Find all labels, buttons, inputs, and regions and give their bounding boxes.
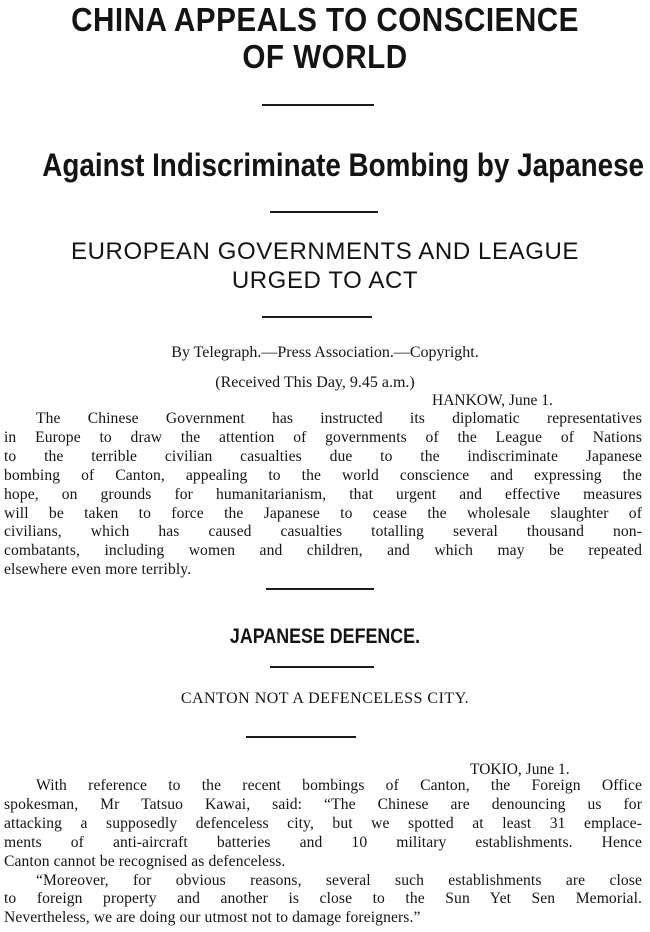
divider-rule [246,736,356,738]
body-line: Nevertheless, we are doing our utmost not to damage foreigners.” [4,909,421,927]
body-line: ments of anti-aircraft batteries and 10 military establishments. Hence [4,833,642,851]
deck-line-2: URGED TO ACT [231,267,419,294]
section-heading: JAPANESE DEFENCE. [229,625,421,648]
byline: By Telegraph.—Press Association.—Copyright. [171,344,479,361]
body-line: civilians, which has caused casualties totalling several thousand non- [4,523,642,541]
divider-rule [266,588,374,590]
body-line: to the terrible civilian casualties due to the indiscriminate Japanese [4,447,642,465]
divider-rule [262,104,374,106]
headline-line-1: CHINA APPEALS TO CONSCIENCE [71,1,579,38]
body-line: will be taken to force the Japanese to cease the wholesale slaughter of [4,504,642,522]
story-tokio-body [4,777,642,928]
deck-line-1: EUROPEAN GOVERNMENTS AND LEAGUE [70,238,580,265]
dateline-tokio: TOKIO, June 1. [470,761,570,778]
divider-rule [262,316,372,318]
body-line: to foreign property and another is close to the Sun Yet Sen Memorial. [4,890,642,908]
body-line: combatants, including women and children, and which may be repeated [4,542,642,560]
divider-rule [270,211,378,213]
body-line: With reference to the recent bombings of Canton, the Foreign Office [36,777,642,794]
body-line: Canton cannot be recognised as defenceless. [4,852,286,870]
body-line: The Chinese Government has instructed its diplomatic representatives [36,410,642,427]
subheadline: Against Indiscriminate Bombing by Japanese [42,147,645,183]
body-line: hope, on grounds for humanitarianism, that urgent and effective measures [4,485,642,503]
headline-line-2: OF WORLD [242,38,408,75]
section-subheading: CANTON NOT A DEFENCELESS CITY. [180,690,470,707]
body-line: in Europe to draw the attention of governments of the League of Nations [4,428,642,446]
body-line: bombing of Canton, appealing to the world conscience and expressing the [4,466,642,484]
body-line: spokesman, Mr Tatsuo Kawai, said: “The Chinese are denouncing us for [4,795,642,813]
body-line: elsewhere even more terribly. [4,561,192,579]
divider-rule [270,666,374,668]
received-note: (Received This Day, 9.45 a.m.) [215,374,415,391]
body-line: attacking a supposedly defenceless city, but we spotted at least 31 emplace- [4,814,642,832]
dateline-hankow: HANKOW, June 1. [432,392,553,409]
story-hankow-body [4,410,642,580]
body-line: “Moreover, for obvious reasons, several such establishments are close [36,871,642,889]
